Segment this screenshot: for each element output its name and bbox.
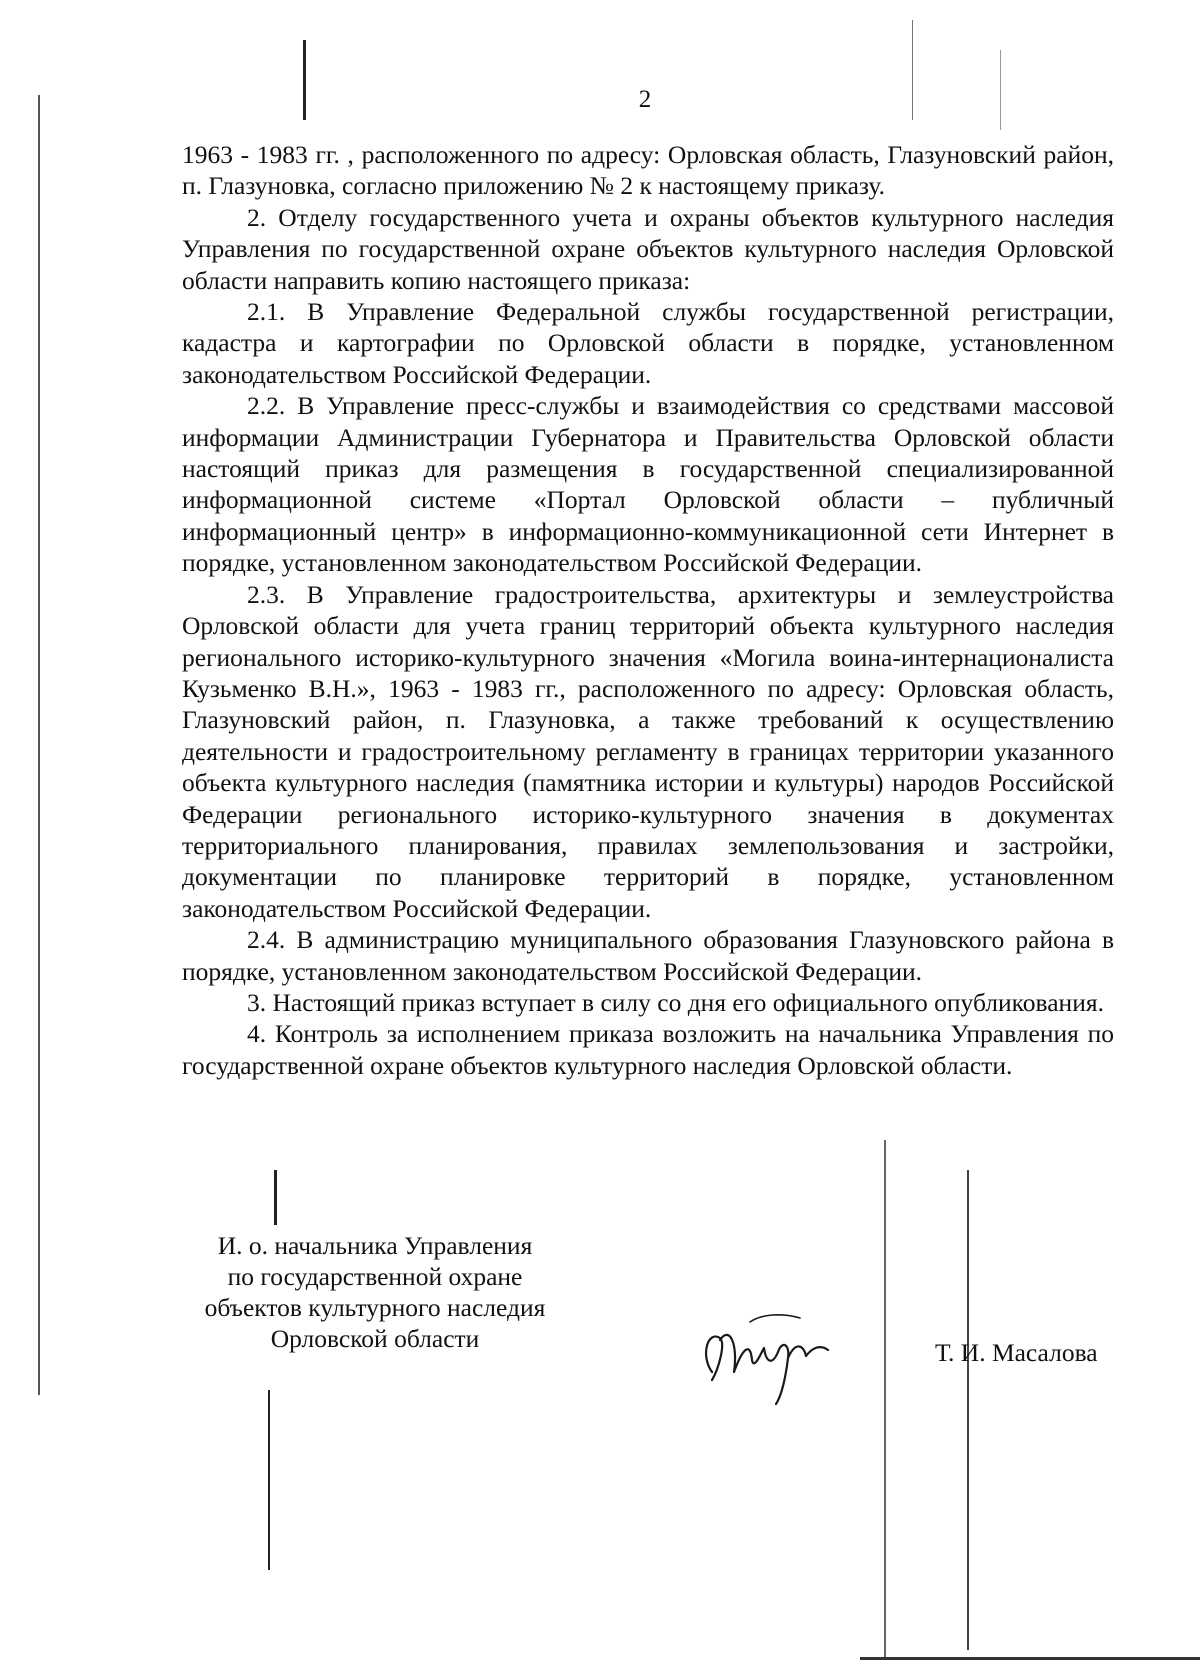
position-line: по государственной охране [227,1262,523,1291]
paragraph-item-2-2: 2.2. В Управление пресс-службы и взаимодействия со средствами массовой информации Администрации Губернатора и Правительства Орловской области настоящий приказ для размещения в государственной специализированной информационной системе «Портал Орловской области – публичный информационный центр» в информационно-коммуникационной сети Интернет в порядке, установленном законодательством Российской Федерации. [182,391,1114,578]
document-body [182,139,1114,1081]
signatory-position [190,1230,560,1354]
scan-artifact-line [884,1140,886,1660]
paragraph-item-3: 3. Настоящий приказ вступает в силу со дня его официального опубликования. [247,987,1104,1017]
scan-artifact-line [274,1170,277,1225]
scan-artifact-line [967,1170,969,1650]
scan-bottom-line [860,1657,1200,1660]
position-line: Орловской области [270,1324,480,1353]
paragraph-item-2-3: 2.3. В Управление градостроительства, архитектуры и землеустройства Орловской области для учета границ территорий объекта культурного наследия регионального историко-культурного значения «Могила воина-интернационалиста Кузьменко В.Н.», 1963 - 1983 гг., расположенного по адресу: Орловская область, Глазуновский район, п. Глазуновка, а также требований к осуществлению деятельности и градостроительному регламенту в границах территории указанного объекта культурного наследия (памятника истории и культуры) народов Российской Федерации регионального историко-культурного значения в документах территориального планирования, правилах землепользования и застройки, документации по планировке территорий в порядке, установленном законодательством Российской Федерации. [182,579,1114,923]
handwritten-signature [690,1300,860,1410]
paragraph-continuation: 1963 - 1983 гг. , расположенного по адресу: Орловская область, Глазуновский район, п. Глазуновка, согласно приложению № 2 к настоящему приказу. [182,140,1114,201]
paragraph-item-2-4: 2.4. В администрацию муниципального образования Глазуновского района в порядке, установленном законодательством Российской Федерации. [182,925,1114,986]
paragraph-item-2: 2. Отделу государственного учета и охраны объектов культурного наследия Управления по государственной охране объектов культурного наследия Орловской области направить копию настоящего приказа: [182,202,1114,295]
scan-artifact-line [268,1390,270,1570]
paragraph-item-4: 4. Контроль за исполнением приказа возложить на начальника Управления по государственной охране объектов культурного наследия Орловской области. [182,1019,1114,1080]
signer-name: Т. И. Масалова [935,1338,1098,1367]
position-line: объектов культурного наследия [204,1293,546,1322]
paragraph-item-2-1: 2.1. В Управление Федеральной службы государственной регистрации, кадастра и картографии по Орловской области в порядке, установленном законодательством Российской Федерации. [182,297,1114,389]
scan-artifact-line [38,95,40,1395]
position-line: И. о. начальника Управления [217,1231,533,1260]
page-number: 2 [638,86,652,113]
